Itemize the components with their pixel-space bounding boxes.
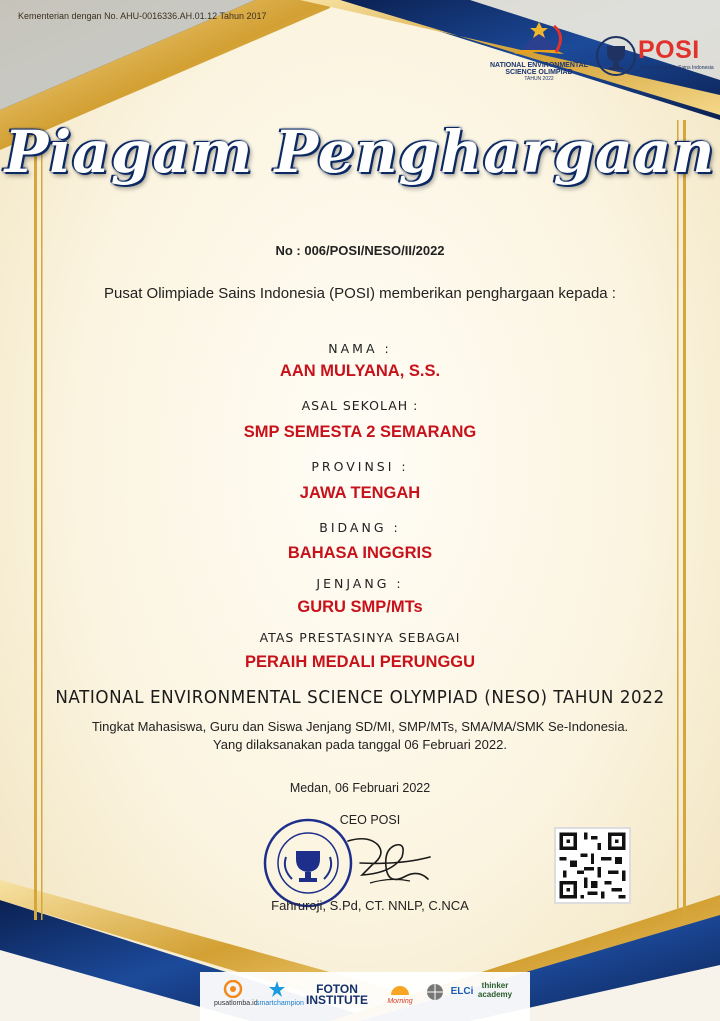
posi-logo-name: POSI xyxy=(638,36,700,64)
event-logo xyxy=(484,16,594,82)
target-icon xyxy=(222,980,244,998)
sunrise-icon xyxy=(389,982,411,996)
footer-logo-elci: ELCi xyxy=(450,986,474,997)
description-line-2: Yang dilaksanakan pada tanggal 06 Februari 2022. xyxy=(213,737,507,752)
footer-logo-pusatlomba-label: pusatlomba.id xyxy=(214,1000,258,1007)
field-label-asal-sekolah: ASAL SEKOLAH : xyxy=(301,398,419,413)
event-logo-line2: SCIENCE OLIMPIAD xyxy=(505,69,573,76)
posi-logo xyxy=(594,34,712,78)
book-star-icon xyxy=(484,16,594,58)
footer-logo-pusatlomba xyxy=(214,980,258,1007)
star-person-icon xyxy=(268,980,286,998)
field-label-bidang: BIDANG : xyxy=(319,520,401,535)
signer-title: CEO POSI xyxy=(339,813,401,827)
footer-logo-smartchampion xyxy=(256,980,304,1007)
field-label-prestasi: ATAS PRESTASINYA SEBAGAI xyxy=(259,630,461,645)
field-value-nama: AAN MULYANA, S.S. xyxy=(279,362,441,380)
description-line-1: Tingkat Mahasiswa, Guru dan Siswa Jenjang SD/MI, SMP/MTs, SMA/MA/SMK Se-Indonesia. xyxy=(91,719,629,734)
event-name: NATIONAL ENVIRONMENTAL SCIENCE OLYMPIAD (NESO) TAHUN 2022 xyxy=(55,687,665,708)
globe-crest-icon xyxy=(426,982,444,1002)
trophy-laurel-icon xyxy=(594,34,638,78)
field-value-provinsi: JAWA TENGAH xyxy=(299,484,421,502)
field-value-prestasi: PERAIH MEDALI PERUNGGU xyxy=(244,653,476,671)
field-label-provinsi: PROVINSI : xyxy=(311,459,409,474)
footer-logos xyxy=(214,980,514,1010)
qr-code[interactable] xyxy=(554,827,631,904)
certificate-intro: Pusat Olimpiade Sains Indonesia (POSI) memberikan penghargaan kepada : xyxy=(104,285,616,302)
field-value-jenjang: GURU SMP/MTs xyxy=(297,598,423,616)
field-label-jenjang: JENJANG : xyxy=(316,576,404,591)
signer-name: Fahruroji, S.Pd, CT. NNLP, C.NCA xyxy=(271,898,469,913)
footer-logo-smartchampion-label: smartchampion xyxy=(256,1000,304,1007)
qr-code-pattern-icon xyxy=(556,829,629,902)
posi-logo-tagline: Pusat Olimpiade Sains Indonesia xyxy=(640,65,714,71)
footer-logo-morning-label: Morning xyxy=(387,998,413,1005)
footer-logo-foton: FOTON INSTITUTE xyxy=(306,982,368,1007)
legal-note: Kementerian dengan No. AHU-0016336.AH.01.12 Tahun 2017 xyxy=(18,11,267,21)
field-label-nama: NAMA : xyxy=(328,341,392,356)
event-logo-year: TAHUN 2022 xyxy=(524,76,554,82)
place-date: Medan, 06 Februari 2022 xyxy=(289,781,431,795)
certificate-title: Piagam Penghargaan xyxy=(4,118,716,186)
field-value-asal-sekolah: SMP SEMESTA 2 SEMARANG xyxy=(243,423,477,441)
field-value-bidang: BAHASA INGGRIS xyxy=(287,544,433,562)
footer-logo-thinker-academy: thinker academy xyxy=(477,981,513,999)
event-logo-line1: NATIONAL ENVIRONMENTAL xyxy=(490,62,588,69)
footer-logo-globe xyxy=(424,982,446,1004)
handwritten-signature xyxy=(340,833,435,895)
footer-logo-morning xyxy=(382,982,418,1005)
certificate-number: No : 006/POSI/NESO/II/2022 xyxy=(275,243,445,258)
